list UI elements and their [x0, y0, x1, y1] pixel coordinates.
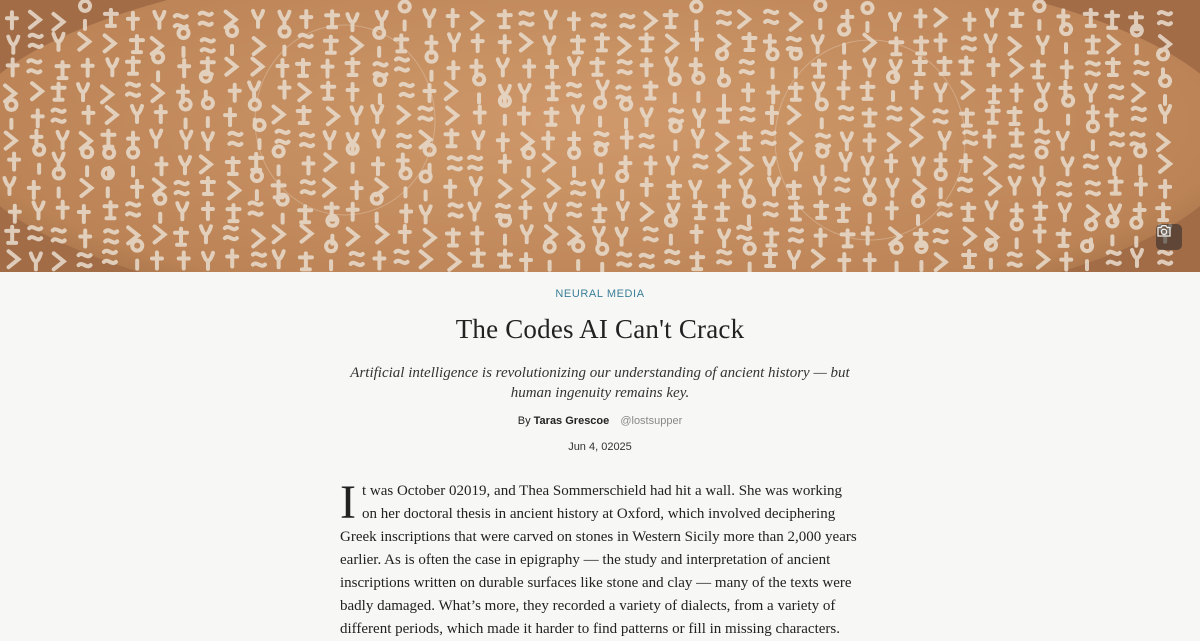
- photo-credit-button[interactable]: [1156, 224, 1182, 250]
- inscribed-tablet-illustration: [0, 0, 1200, 272]
- hero-image: [0, 0, 1200, 272]
- drop-cap: I: [340, 476, 356, 529]
- category-link[interactable]: NEURAL MEDIA: [555, 288, 645, 300]
- article-body: [340, 476, 860, 641]
- body-paragraph: t was October 02019, and Thea Sommerschield had hit a wall. She was working on her doctoral thesis in ancient history at Oxford, which involved deciphering Greek inscriptions that were carved on stones in Western Sicily more than 2,000 years earlier. As is often the case in epigraphy — the study and interpretation of ancient inscriptions written on durable surfaces like stone and clay — many of the texts were badly damaged. What’s more, they recorded a variety of dialects, from a variety of different periods, which made it harder to find patterns or fill in missing characters.: [340, 483, 857, 637]
- article-title: The Codes AI Can't Crack: [455, 314, 745, 344]
- byline: [0, 415, 1200, 427]
- article-subtitle: Artificial intelligence is revolutionizing our understanding of ancient history — but human ingenuity remains key.: [350, 365, 850, 401]
- publish-date: Jun 4, 02025: [568, 441, 632, 453]
- byline-prefix: By: [517, 415, 531, 427]
- article: [0, 272, 1200, 641]
- author-link[interactable]: Taras Grescoe: [533, 415, 610, 427]
- camera-icon: [1156, 224, 1172, 238]
- author-handle[interactable]: @lostsupper: [620, 415, 683, 427]
